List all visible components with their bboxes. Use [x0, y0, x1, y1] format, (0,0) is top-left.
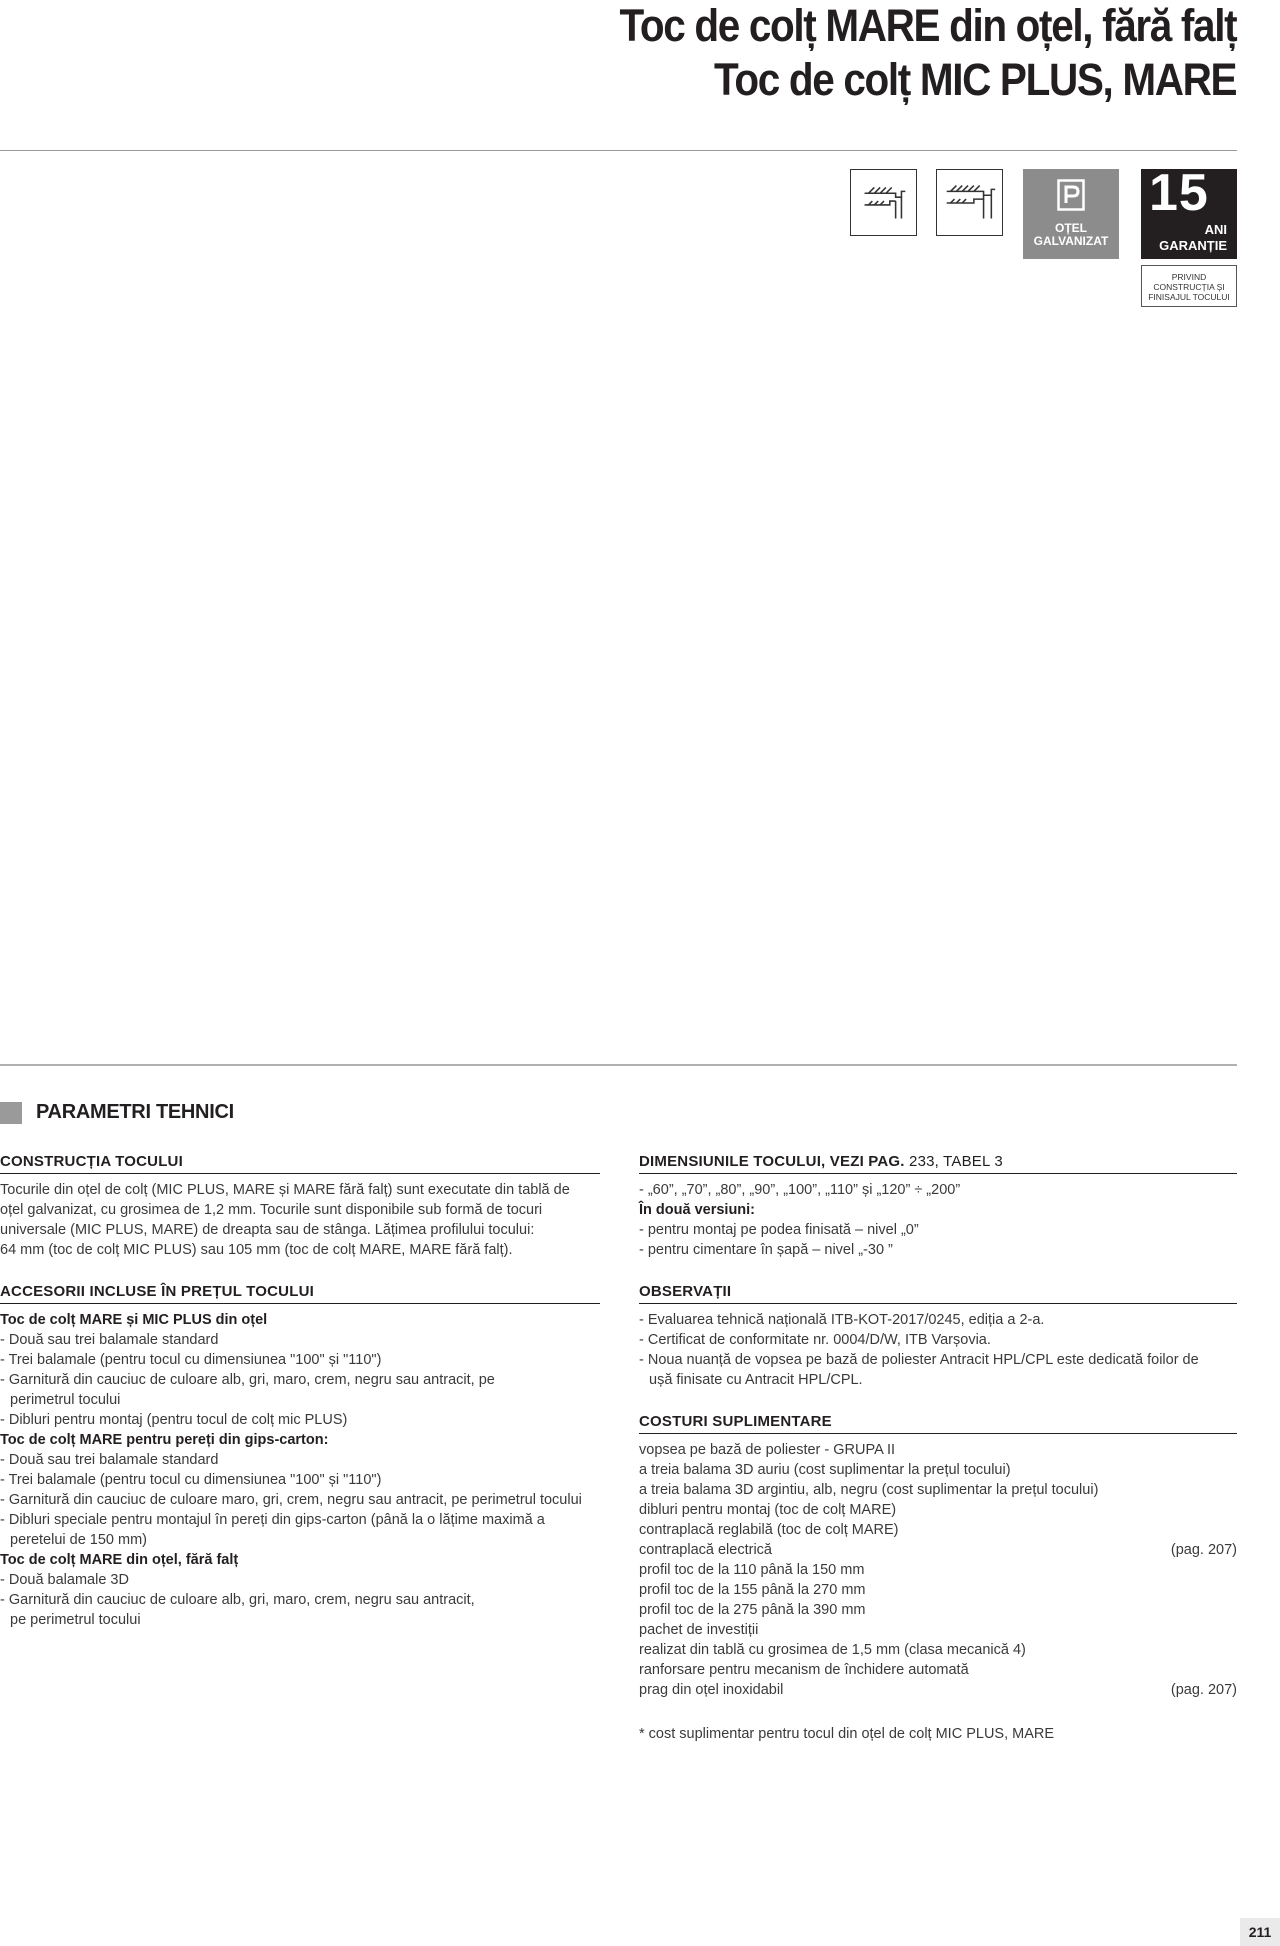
cost-item — [639, 1600, 1237, 1620]
cost-item — [639, 1480, 1237, 1500]
observations-heading: OBSERVAȚII — [639, 1282, 1237, 1304]
cost-item-label: ranforsare pentru mecanism de închidere automată — [639, 1662, 969, 1678]
frame-profile-icon — [850, 169, 917, 236]
accessory-item: - Garnitură din cauciuc de culoare maro, gri, crem, negru sau antracit, pe perimetrul tocului — [0, 1492, 582, 1508]
accessory-item: - Garnitură din cauciuc de culoare alb, gri, maro, crem, negru sau antracit, pe — [0, 1372, 495, 1388]
cost-item-label: a treia balama 3D auriu (cost suplimentar la prețul tocului) — [639, 1462, 1011, 1478]
accessory-group-title: Toc de colț MARE din oțel, fără falț — [0, 1552, 239, 1568]
cost-item — [639, 1580, 1237, 1600]
page-title-line-2: Toc de colț MIC PLUS, MARE — [713, 54, 1236, 105]
cost-item — [639, 1500, 1237, 1520]
warranty-note-line-3: FINISAJUL TOCULUI — [1148, 292, 1230, 302]
costs-heading: COSTURI SUPLIMENTARE — [639, 1412, 1237, 1434]
section-marker — [0, 1102, 22, 1124]
versions-title: În două versiuni: — [639, 1202, 756, 1218]
cost-item — [639, 1440, 1237, 1460]
construction-line: 64 mm (toc de colț MIC PLUS) sau 105 mm (toc de colț MARE, MARE fără falț). — [0, 1242, 513, 1258]
cost-item-label: a treia balama 3D argintiu, alb, negru (cost suplimentar la prețul tocului) — [639, 1482, 1099, 1498]
accessory-item: pe perimetrul tocului — [10, 1612, 141, 1628]
construction-line: universale (MIC PLUS, MARE) de dreapta sau de stânga. Lățimea profilului tocului: — [0, 1222, 535, 1238]
observation-item: - Noua nuanță de vopsea pe bază de poliester Antracit HPL/CPL este dedicată foilor de — [639, 1352, 1199, 1368]
accessory-item: - Două balamale 3D — [0, 1572, 129, 1588]
observation-item: - Evaluarea tehnică națională ITB-KOT-2017/0245, ediția a 2-a. — [639, 1312, 1045, 1328]
cost-item-label: realizat din tablă cu grosimea de 1,5 mm (clasa mecanică 4) — [639, 1642, 1026, 1658]
right-column — [639, 1152, 1237, 1744]
cost-item — [639, 1560, 1237, 1580]
steel-label-line-2: GALVANIZAT — [1033, 234, 1109, 248]
cost-item-label: profil toc de la 155 până la 270 mm — [639, 1582, 866, 1598]
accessory-item: - Garnitură din cauciuc de culoare alb, gri, maro, crem, negru sau antracit, — [0, 1592, 475, 1608]
accessories-heading: ACCESORII INCLUSE ÎN PREȚUL TOCULUI — [0, 1282, 600, 1304]
frame-profile-rebate-icon — [936, 169, 1003, 236]
observation-item: - Certificat de conformitate nr. 0004/D/W, ITB Varșovia. — [639, 1332, 991, 1348]
footnote: * cost suplimentar pentru tocul din oțel de colț MIC PLUS, MARE — [639, 1726, 1055, 1742]
cost-item — [639, 1680, 1237, 1700]
construction-heading: CONSTRUCȚIA TOCULUI — [0, 1152, 600, 1174]
cost-item-label: prag din oțel inoxidabil — [639, 1682, 784, 1698]
cost-item — [639, 1520, 1237, 1540]
construction-line: Tocurile din oțel de colț (MIC PLUS, MARE și MARE fără falț) sunt executate din tablă de — [0, 1182, 570, 1198]
cost-item-label: contraplacă electrică — [639, 1542, 772, 1558]
header-divider — [0, 150, 1237, 151]
warranty-badge — [1141, 164, 1237, 259]
accessory-item: - Dibluri pentru montaj (pentru tocul de colț mic PLUS) — [0, 1412, 348, 1428]
warranty-label: GARANȚIE — [1159, 238, 1227, 253]
left-column — [0, 1152, 600, 1630]
cost-item-label: profil toc de la 275 până la 390 mm — [639, 1602, 866, 1618]
dimensions-heading-bold: DIMENSIUNILE TOCULUI, VEZI PAG. — [639, 1153, 905, 1170]
cost-item — [639, 1640, 1237, 1660]
section-divider — [0, 1064, 1237, 1066]
page-number: 211 — [1240, 1918, 1280, 1946]
dimensions-heading-ref: 233, TABEL 3 — [904, 1153, 1003, 1170]
cost-item — [639, 1660, 1237, 1680]
warranty-note-line-2: CONSTRUCȚIA ȘI — [1153, 282, 1225, 292]
costs-list — [639, 1440, 1237, 1700]
accessory-group-title: Toc de colț MARE și MIC PLUS din oțel — [0, 1312, 268, 1328]
construction-line: oțel galvanizat, cu grosimea de 1,2 mm. Tocurile sunt disponibile sub formă de tocuri — [0, 1202, 543, 1218]
cost-item-label: dibluri pentru montaj (toc de colț MARE) — [639, 1502, 897, 1518]
accessory-item: - Dibluri speciale pentru montajul în pereți din gips-carton (până la o lățime maximă a — [0, 1512, 545, 1528]
cost-item-label: pachet de investiții — [639, 1622, 759, 1638]
accessory-item: - Două sau trei balamale standard — [0, 1332, 219, 1348]
cost-item — [639, 1540, 1237, 1560]
cost-item-ref: (pag. 207) — [1170, 1682, 1237, 1698]
steel-label-line-1: OȚEL — [1055, 221, 1087, 235]
version-item: - pentru cimentare în șapă – nivel „-30 ” — [639, 1242, 893, 1258]
warranty-years-unit: ANI — [1204, 222, 1227, 237]
cost-item-label: contraplacă reglabilă (toc de colț MARE) — [639, 1522, 899, 1538]
accessory-item: - Două sau trei balamale standard — [0, 1452, 219, 1468]
accessory-group-title: Toc de colț MARE pentru pereți din gips-carton: — [0, 1432, 329, 1448]
dimensions-heading — [639, 1152, 1237, 1174]
accessory-item: - Trei balamale (pentru tocul cu dimensiunea "100" și "110") — [0, 1472, 382, 1488]
warranty-note — [1141, 265, 1237, 307]
page-title-line-1: Toc de colț MARE din oțel, fără falț — [619, 0, 1236, 51]
dimensions-sizes: - „60”, „70”, „80”, „90”, „100”, „110” și „120” ÷ „200” — [639, 1182, 961, 1198]
warranty-note-line-1: PRIVIND — [1171, 272, 1207, 282]
cost-item-ref: (pag. 207) — [1170, 1542, 1237, 1558]
cost-item — [639, 1460, 1237, 1480]
section-title: PARAMETRI TEHNICI — [36, 1101, 234, 1123]
accessory-item: peretelui de 150 mm) — [10, 1532, 148, 1548]
accessory-item: perimetrul tocului — [10, 1392, 121, 1408]
accessory-item: - Trei balamale (pentru tocul cu dimensiunea "100" și "110") — [0, 1352, 382, 1368]
steel-p-icon — [1057, 179, 1085, 211]
cost-item — [639, 1620, 1237, 1640]
observation-item: ușă finisate cu Antracit HPL/CPL. — [649, 1372, 863, 1388]
galvanized-steel-badge — [1023, 169, 1119, 259]
cost-item-label: vopsea pe bază de poliester - GRUPA II — [639, 1442, 896, 1458]
cost-item-label: profil toc de la 110 până la 150 mm — [639, 1562, 865, 1578]
warranty-years: 15 — [1149, 164, 1209, 222]
version-item: - pentru montaj pe podea finisată – nivel „0” — [639, 1222, 919, 1238]
